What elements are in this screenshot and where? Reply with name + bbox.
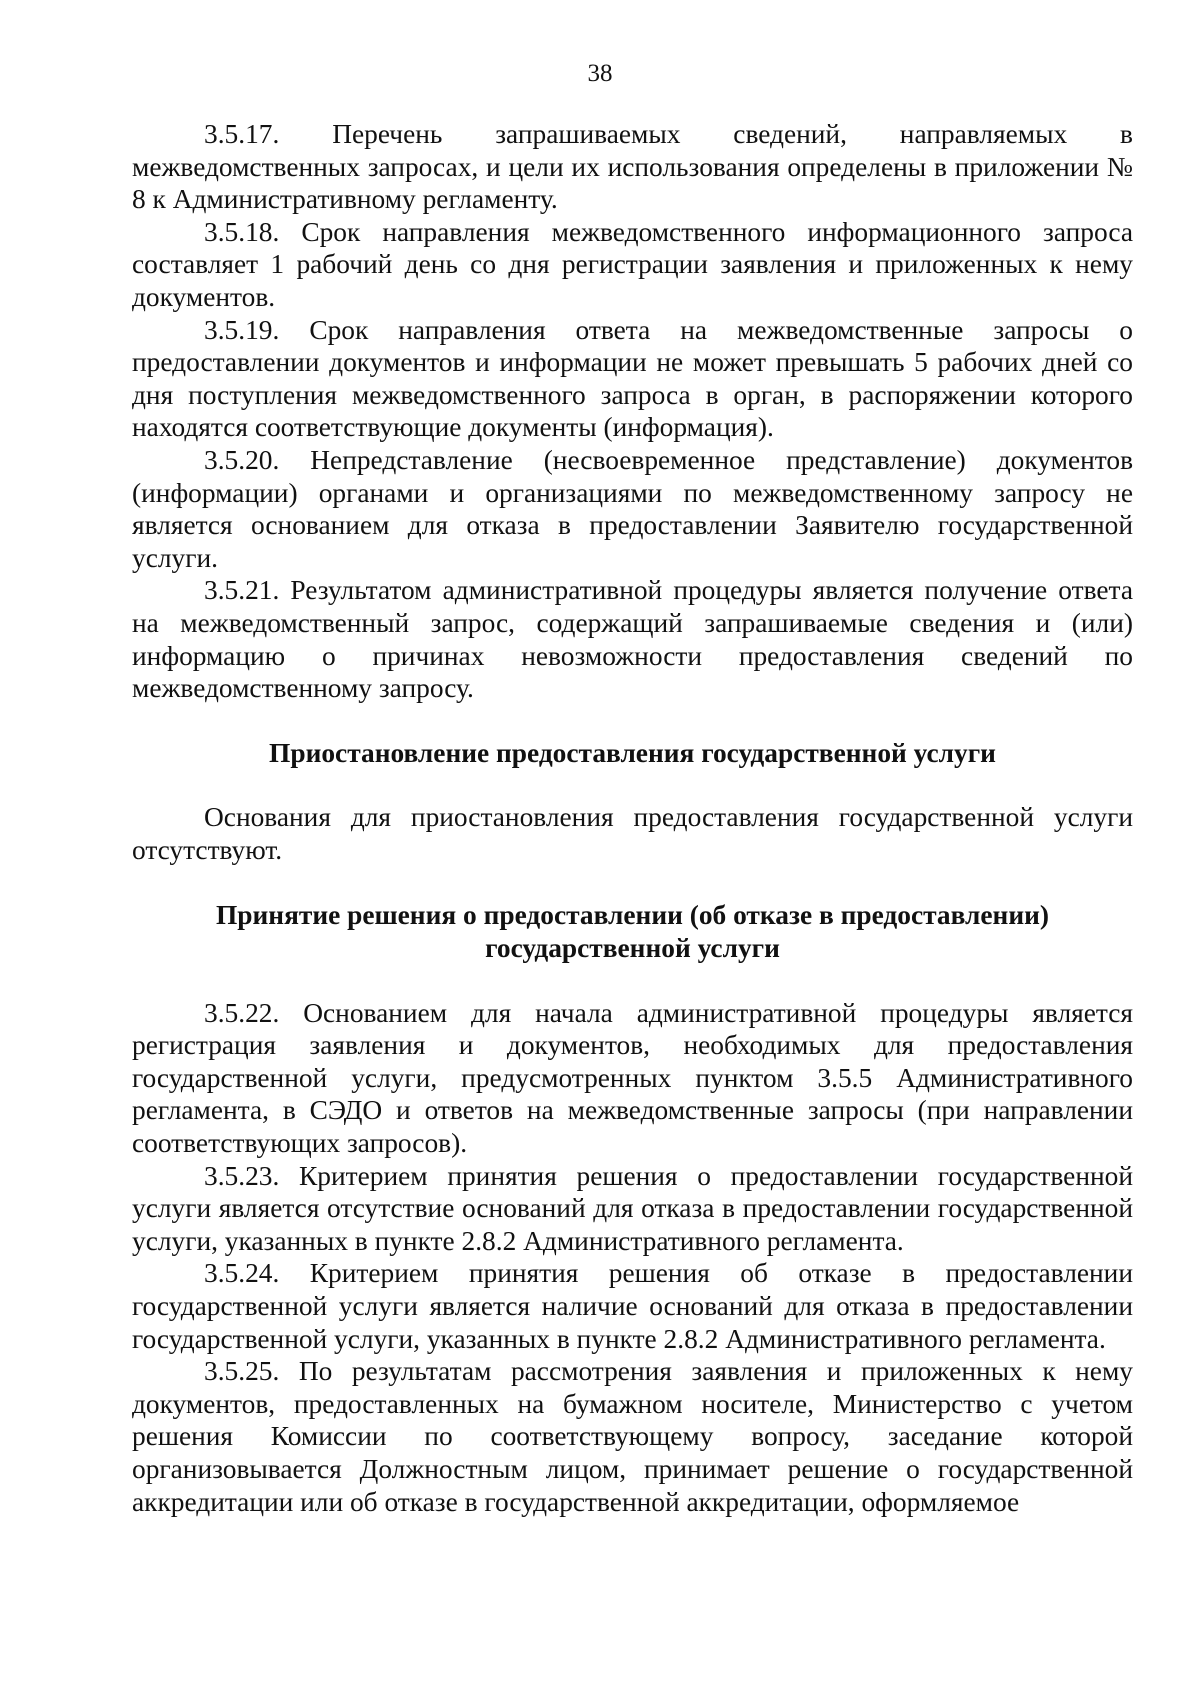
paragraph-3-5-22: 3.5.22. Основанием для начала административной процедуры является регистрация заявления и документов, необходимых для предоставления государственной услуги, предусмотренных пунктом 3.5.5 Административного регламента, в СЭДО и ответов на межведомственные запросы (при направлении соответствующих запросов). [132, 997, 1133, 1159]
section-heading-decision [132, 899, 1133, 964]
paragraph-3-5-23: 3.5.23. Критерием принятия решения о предоставлении государственной услуги является отсутствие оснований для отказа в предоставлении государственной услуги, указанных в пункте 2.8.2 Административного регламента. [132, 1160, 1133, 1256]
section-heading-suspension: Приостановление предоставления государственной услуги [269, 737, 996, 768]
paragraph-3-5-25: 3.5.25. По результатам рассмотрения заявления и приложенных к нему документов, предоставленных на бумажном носителе, Министерство с учетом решения Комиссии по соответствующему вопросу, заседание которой организовывается Должностным лицом, принимает решение о государственной аккредитации или об отказе в государственной аккредитации, оформляемое [132, 1356, 1133, 1517]
paragraph-3-5-24: 3.5.24. Критерием принятия решения об отказе в предоставлении государственной услуги является наличие оснований для отказа в предоставлении государственной услуги, указанных в пункте 2.8.2 Административного регламента. [132, 1258, 1133, 1354]
paragraph-3-5-19: 3.5.19. Срок направления ответа на межведомственные запросы о предоставлении документов и информации не может превышать 5 рабочих дней со дня поступления межведомственного запроса в орган, в распоряжении которого находятся соответствующие документы (информация). [132, 314, 1133, 443]
paragraph-3-5-17: 3.5.17. Перечень запрашиваемых сведений, направляемых в межведомственных запросах, и цели их использования определены в приложении № 8 к Административному регламенту. [132, 119, 1133, 215]
document-body [132, 118, 1133, 1518]
paragraph-3-5-20: 3.5.20. Непредставление (несвоевременное представление) документов (информации) органами и организациями по межведомственному запросу не является основанием для отказа в предоставлении Заявителю государственной услуги. [132, 444, 1133, 573]
section-heading-decision-line2: государственной услуги [485, 933, 780, 964]
paragraph-3-5-21: 3.5.21. Результатом административной процедуры является получение ответа на межведомственный запрос, содержащий запрашиваемые сведения и (или) информацию о причинах невозможности предоставления сведений по межведомственному запросу. [132, 575, 1133, 704]
page-number: 38 [587, 60, 613, 87]
paragraph-3-5-18: 3.5.18. Срок направления межведомственного информационного запроса составляет 1 рабочий день со дня регистрации заявления и приложенных к нему документов. [132, 216, 1133, 312]
section-heading-decision-line1: Принятие решения о предоставлении (об отказе в предоставлении) [215, 900, 1050, 931]
paragraph-suspension-text: Основания для приостановления предоставления государственной услуги отсутствуют. [132, 802, 1133, 865]
